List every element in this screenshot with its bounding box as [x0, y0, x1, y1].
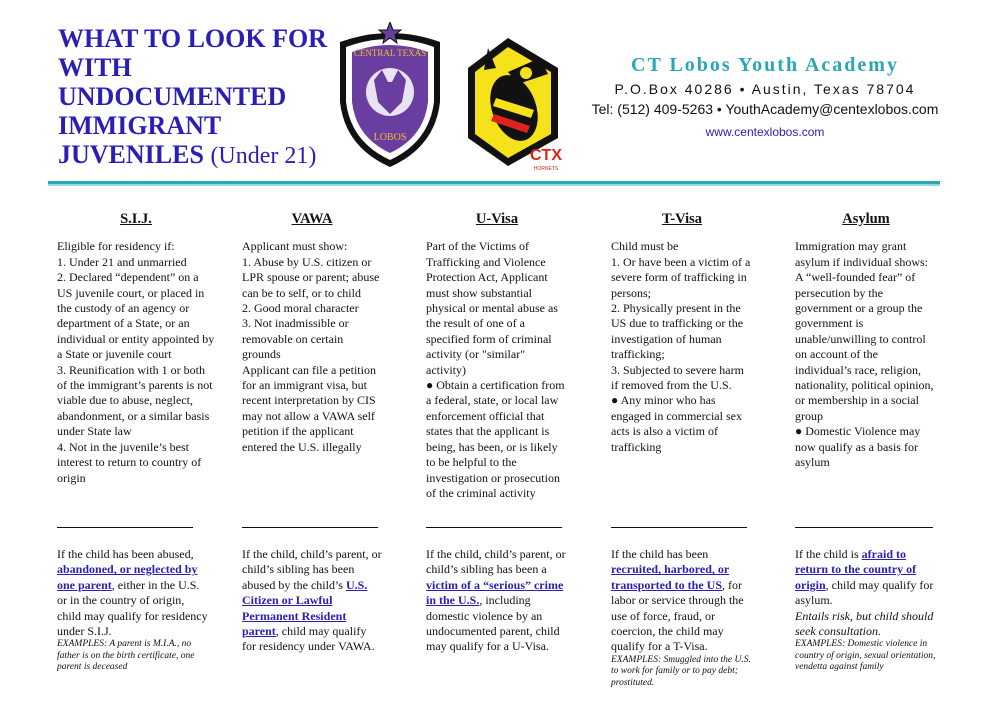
summary-link[interactable]: U.S. Citizen or Lawful Permanent Resident parent [242, 577, 368, 639]
column-sij [57, 212, 215, 486]
central-texas-lobos-logo [330, 22, 450, 172]
column-summary-asylum [795, 547, 937, 674]
column-heading: T-Visa [661, 211, 703, 227]
column-divider [795, 527, 933, 528]
column-vawa [242, 212, 382, 455]
summary-link[interactable]: recruited, harbored, or transported to the US [611, 562, 730, 592]
logo-ctx-text: CTX [530, 147, 562, 164]
column-heading: U-Visa [475, 211, 519, 227]
summary-text: If the child has been abused, [57, 547, 194, 561]
title-sub: (Under 21) [210, 143, 317, 169]
column-heading: S.I.J. [120, 211, 152, 227]
column-summary-t-visa [611, 547, 753, 689]
summary-text: If the child, child’s parent, or child’s sibling has been abused by the child’s [242, 547, 382, 592]
title-main: WHAT TO LOOK FOR WITH UNDOCUMENTED IMMIGRANT JUVENILES [58, 24, 327, 169]
column-divider [242, 527, 378, 528]
summary-text: If the child has been [611, 547, 709, 561]
column-heading: VAWA [291, 211, 333, 227]
logo-top-text: CENTRAL TEXAS [353, 48, 427, 58]
column-t-visa [611, 212, 753, 455]
consultation-note: Entails risk, but child should seek consultation. [795, 608, 934, 639]
column-asylum [795, 212, 937, 471]
column-body: Eligible for residency if: 1. Under 21 and unmarried 2. Declared “dependent” on a US juvenile court, or placed in the custody of an agency or department of a State, or an individual or entity appointed by a State or juvenile court 3. Reunification with 1 or both of the immigrant’s parents is not viable due to abuse, neglect, abandonment, or a similar basis under State law 4. Not in the juvenile’s best interest to return to country of origin [57, 239, 215, 485]
summary-link[interactable]: abandoned, or neglected by one parent [57, 562, 198, 592]
logo-bottom-text: LOBOS [373, 132, 407, 143]
column-body: Immigration may grant asylum if individual shows: A “well-founded fear” of persecution by the government or a group the government is unable/unwilling to control on account of the individual’s race, religion, nationality, political opinion, or membership in a social group ● Domestic Violence may now qualify as a basis for asylum [795, 239, 934, 470]
organization-block [585, 54, 945, 139]
summary-text: If the child, child’s parent, or child’s sibling has been a [426, 547, 566, 577]
column-body: Part of the Victims of Trafficking and Violence Protection Act, Applicant must show substantial physical or mental abuse as the result of one of a specified form of criminal activity (or "similar" activity) ● Obtain a certification from a federal, state, or local law enforcement official that states that the applicant is being, has been, or is likely to be helpful to the investigation or prosecution of the criminal activity [426, 239, 565, 500]
column-summary-sij [57, 547, 209, 674]
column-body: Applicant must show: 1. Abuse by U.S. citizen or LPR spouse or parent; abuse can be to self, or to child 2. Good moral character 3. Not inadmissible or removable on certain grounds Applicant can file a petition for an immigrant visa, but recent interpretation by CIS may not allow a VAWA self petition if the applicant entered the U.S. illegally [242, 239, 380, 454]
summary-text: If the child is [795, 547, 862, 561]
examples-note: EXAMPLES: Smuggled into the U.S. to work for family or to pay debt; prostituted. [611, 654, 751, 688]
examples-note: EXAMPLES: Domestic violence in country of origin, sexual orientation, vendetta against family [795, 639, 936, 673]
summary-text: , including domestic violence by an undocumented parent, child may qualify for a U-Visa. [426, 593, 560, 654]
examples-note: EXAMPLES: A parent is M.I.A., no father is on the birth certificate, one parent is deceased [57, 639, 195, 673]
summary-link[interactable]: afraid to return to the country of origin [795, 547, 917, 592]
column-divider [611, 527, 747, 528]
organization-contact: Tel: (512) 409-5263 • YouthAcademy@centexlobos.com [591, 101, 939, 117]
organization-address: P.O.Box 40286 • Austin, Texas 78704 [614, 81, 916, 97]
organization-name: CT Lobos Youth Academy [631, 54, 899, 76]
page-title [58, 24, 328, 171]
summary-text: , child may qualify for residency under VAWA. [242, 624, 375, 654]
header-divider [48, 181, 940, 186]
column-divider [426, 527, 562, 528]
summary-link[interactable]: victim of a “serious” crime in the U.S. [426, 577, 564, 608]
column-u-visa [426, 212, 568, 501]
column-summary-u-visa [426, 547, 568, 655]
column-body: Child must be 1. Or have been a victim of a severe form of trafficking in persons; 2. Physically present in the US due to trafficking or the investigation of human trafficking; 3. Subjected to severe harm if removed from the U.S. ● Any minor who has engaged in commercial sex acts is also a victim of trafficking [611, 239, 751, 454]
column-summary-vawa [242, 547, 382, 655]
summary-text: , either in the U.S. or in the country of origin, child may qualify for residency under S.I.J. [57, 577, 208, 639]
ctx-hornets-logo [448, 28, 578, 174]
logo-hornets-text: HORNETS [533, 166, 559, 172]
column-heading: Asylum [842, 211, 890, 227]
summary-text: , child may qualify for asylum. [795, 577, 934, 608]
summary-text: , for labor or service through the use of force, fraud, or coercion, the child may qualify for a T-Visa. [611, 577, 744, 654]
column-divider [57, 527, 193, 528]
organization-website[interactable]: www.centexlobos.com [705, 125, 825, 139]
